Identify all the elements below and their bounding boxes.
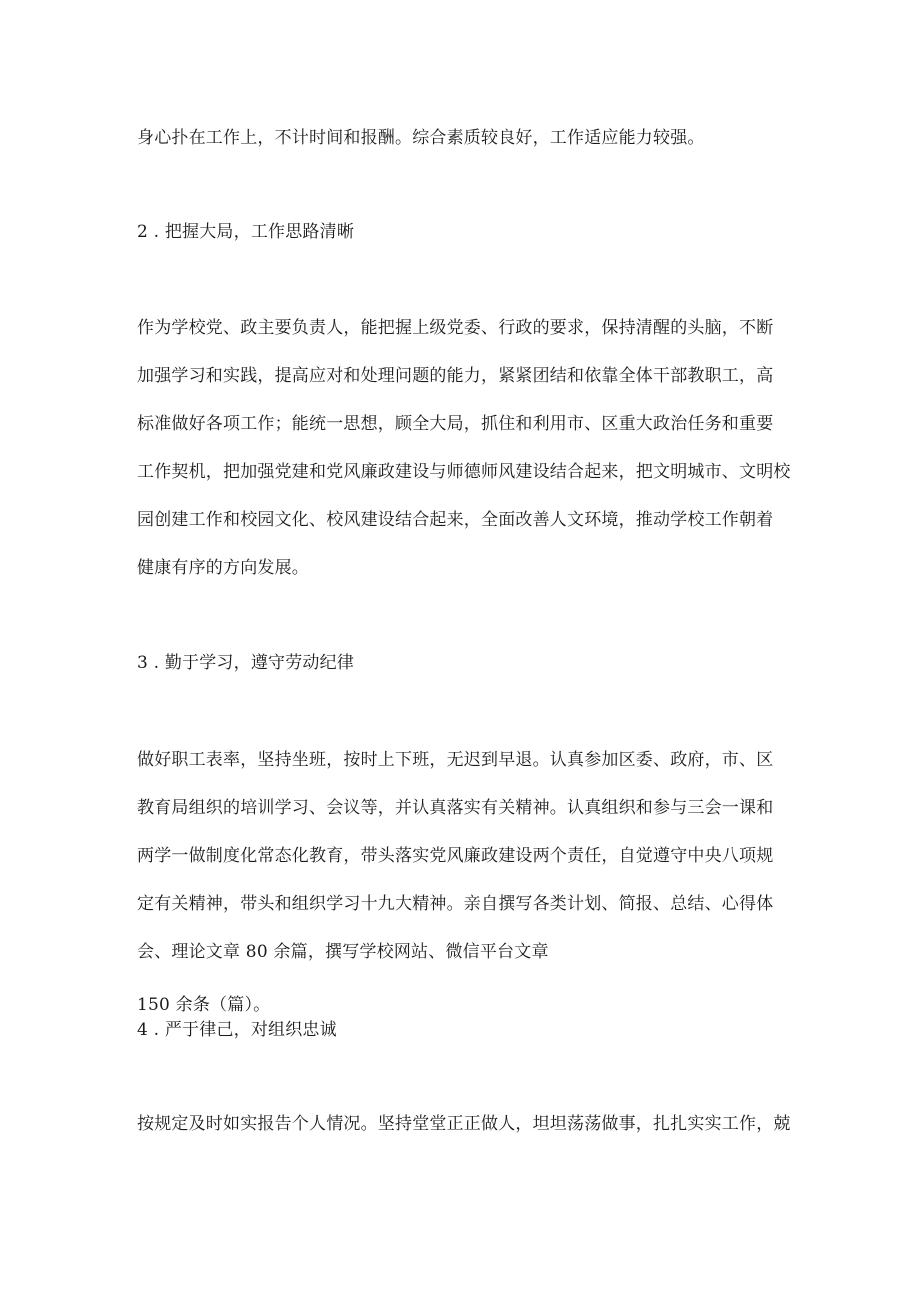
paragraph-line: 定有关精神，带头和组织学习十九大精神。亲自撰写各类计划、简报、总结、心得体 [137,894,774,914]
paragraph-line: 150 余条（篇）。 [137,995,271,1015]
section-heading-3: 3 . 勤于学习，遵守劳动纪律 [137,653,355,673]
paragraph-line: 按规定及时如实报告个人情况。坚持堂堂正正做人，坦坦荡荡做事，扎扎实实工作，兢 [137,1114,791,1134]
paragraph-line: 健康有序的方向发展。 [137,558,309,578]
paragraph-line: 教育局组织的培训学习、会议等，并认真落实有关精神。认真组织和参与三会一课和 [137,798,774,818]
paragraph-line: 园创建工作和校园文化、校风建设结合起来，全面改善人文环境，推动学校工作朝着 [137,510,774,530]
paragraph-line: 作为学校党、政主要负责人，能把握上级党委、行政的要求，保持清醒的头脑，不断 [137,318,774,338]
paragraph-line: 加强学习和实践，提高应对和处理问题的能力，紧紧团结和依靠全体干部教职工，高 [137,366,774,386]
paragraph-line: 做好职工表率，坚持坐班，按时上下班，无迟到早退。认真参加区委、政府，市、区 [137,750,774,770]
paragraph-line: 两学一做制度化常态化教育，带头落实党风廉政建设两个责任，自觉遵守中央八项规 [137,846,774,866]
intro-line: 身心扑在工作上，不计时间和报酬。综合素质较良好，工作适应能力较强。 [137,128,705,148]
paragraph-line: 标准做好各项工作；能统一思想，顾全大局，抓住和利用市、区重大政治任务和重要 [137,414,774,434]
section-heading-2: 2 . 把握大局，工作思路清晰 [137,222,355,242]
paragraph-line: 工作契机，把加强党建和党风廉政建设与师德师风建设结合起来，把文明城市、文明校 [137,462,791,482]
section-heading-4: 4 . 严于律己，对组织忠诚 [137,1020,337,1040]
paragraph-line: 会、理论文章 80 余篇，撰写学校网站、微信平台文章 [137,942,549,962]
